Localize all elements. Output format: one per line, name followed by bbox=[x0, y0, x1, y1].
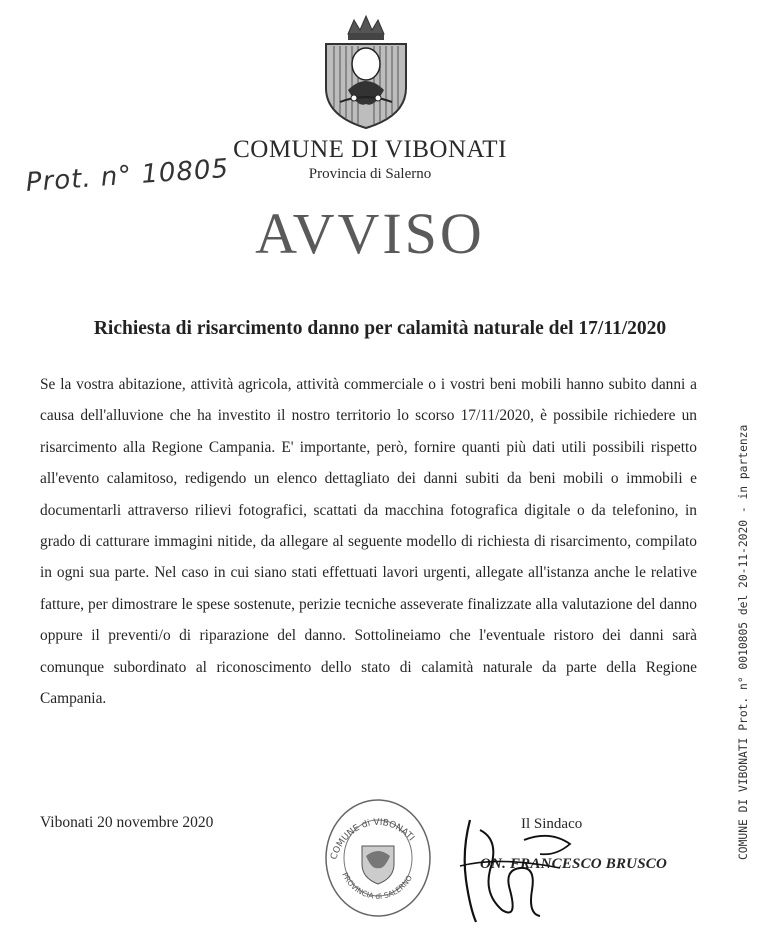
municipality-name: COMUNE DI VIBONATI bbox=[233, 136, 507, 163]
mayor-title: Il Sindaco bbox=[521, 816, 583, 832]
mayor-name: ON. FRANCESCO BRUSCO bbox=[480, 856, 667, 872]
mayor-signature-icon bbox=[440, 810, 590, 930]
notice-title: AVVISO bbox=[255, 201, 485, 266]
stamp-bottom-text: PROVINCIA di SALERNO bbox=[340, 870, 415, 901]
municipal-stamp-icon bbox=[318, 790, 438, 920]
stamp-top-text: COMUNE di VIBONATI bbox=[329, 817, 416, 861]
handwritten-protocol-note: Prot. n° 10805 bbox=[24, 153, 231, 198]
notice-subject: Richiesta di risarcimento danno per calamità naturale del 17/11/2020 bbox=[93, 318, 667, 339]
province-name: Provincia di Salerno bbox=[308, 166, 432, 182]
place-and-date: Vibonati 20 novembre 2020 bbox=[40, 814, 214, 831]
protocol-side-stamp: COMUNE DI VIBONATI Prot. n° 0010805 del 20-11-2020 - in partenza bbox=[737, 424, 750, 860]
municipal-crest-icon bbox=[318, 12, 414, 132]
notice-body: Se la vostra abitazione, attività agricola, attività commerciale o i vostri beni mobili hanno subito danni a causa dell'alluvione che ha investito il nostro territorio lo scorso 17/11/2020, è possibile richiedere un risarcimento alla Regione Campania. E' importante, però, fornire quanti più dati utili possibili rispetto all'evento calamitoso, redigendo un elenco dettagliato dei danni subiti da beni mobili o immobili e documentarli attraverso rilievi fotografici, scattati da macchina fotografica digitale o da telefonino, in grado di catturare immagini nitide, da allegare al seguente modello di richiesta di risarcimento, compilato in ogni sua parte. Nel caso in cui siano stati effettuati lavori urgenti, allegate all'istanza anche le relative fatture, per dimostrare le spese sostenute, perizie tecniche asseverate finalizzate alla valutazione del danno oppure il preventi/o di riparazione del danno. Sottolineiamo che l'eventuale ristoro dei danni sarà comunque subordinato al riconoscimento dello stato di calamità naturale da parte della Regione Campania. bbox=[40, 376, 697, 708]
